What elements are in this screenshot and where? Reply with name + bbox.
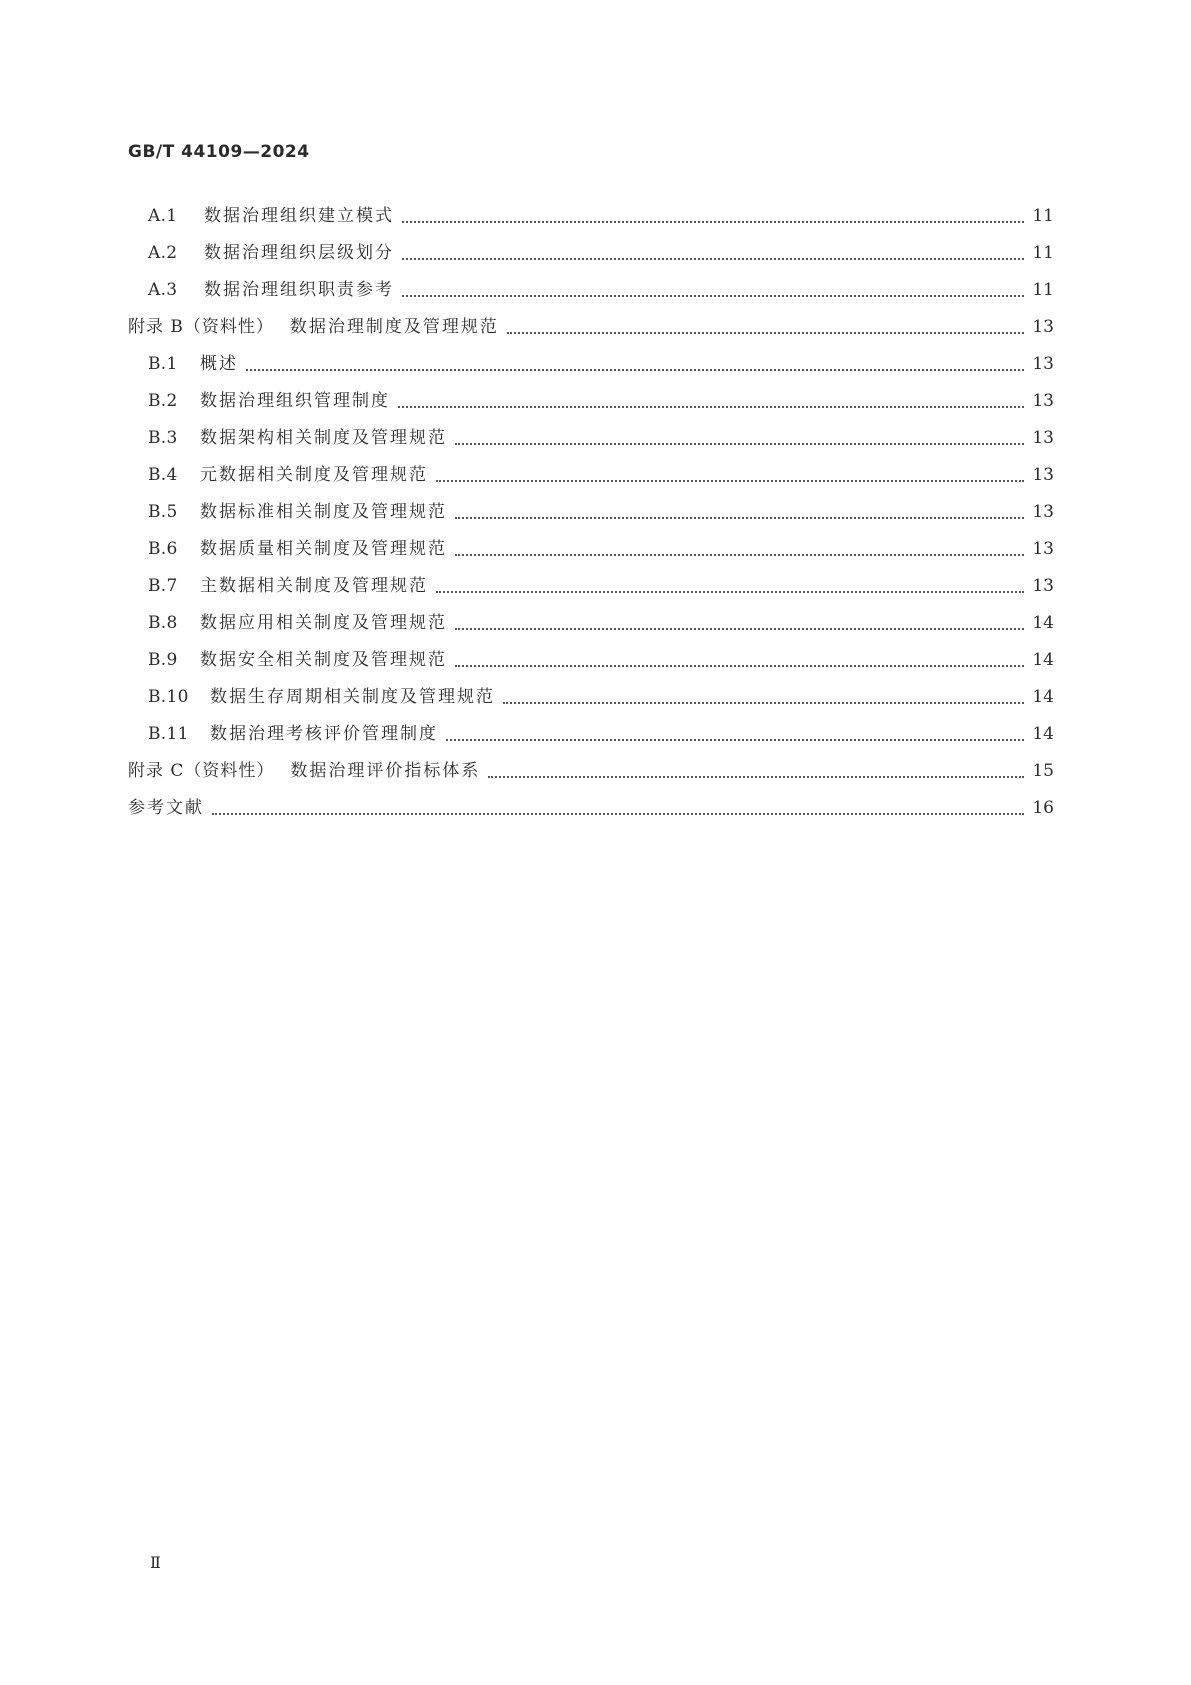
toc-entry-title: 数据治理组织管理制度 <box>200 391 390 411</box>
dot-leader <box>436 590 1024 593</box>
toc-page-number: 13 <box>1032 428 1054 448</box>
dot-leader <box>455 664 1024 667</box>
dot-leader <box>436 479 1024 482</box>
toc-entry[interactable] <box>128 638 1054 675</box>
toc-entry-number: B.5 <box>148 502 178 522</box>
toc-page-number: 13 <box>1032 317 1054 337</box>
toc-entry-title: 数据治理组织建立模式 <box>204 206 394 226</box>
toc-page-number: 14 <box>1032 724 1054 744</box>
footer-page-number: Ⅱ <box>150 1553 161 1572</box>
toc-page-number: 14 <box>1032 613 1054 633</box>
dot-leader <box>402 294 1024 297</box>
toc-entry[interactable] <box>128 379 1054 416</box>
toc-entry[interactable] <box>128 712 1054 749</box>
toc-page-number: 11 <box>1032 280 1054 300</box>
dot-leader <box>503 701 1024 704</box>
toc-page-number: 11 <box>1032 243 1054 263</box>
toc-entry-title: 数据治理组织层级划分 <box>204 243 394 263</box>
toc-page-number: 16 <box>1032 798 1054 818</box>
toc-entry-number: B.4 <box>148 465 178 485</box>
toc-entry-title: 数据应用相关制度及管理规范 <box>200 613 447 633</box>
toc-entry-title: 数据治理评价指标体系 <box>290 761 481 781</box>
dot-leader <box>402 220 1024 223</box>
dot-leader <box>455 442 1024 445</box>
toc-entry-title: 数据治理制度及管理规范 <box>289 317 499 337</box>
toc-entry[interactable] <box>128 342 1054 379</box>
toc-entry[interactable] <box>128 786 1054 823</box>
toc-entry-title: 数据架构相关制度及管理规范 <box>200 428 447 448</box>
toc-entry-title: 数据质量相关制度及管理规范 <box>200 539 447 559</box>
toc-page-number: 14 <box>1032 687 1054 707</box>
toc-entry-number: B.9 <box>148 650 178 670</box>
toc-entry-number: B.6 <box>148 539 178 559</box>
toc-entry-number: A.1 <box>148 206 178 226</box>
dot-leader <box>446 738 1024 741</box>
toc-entry-title: 数据标准相关制度及管理规范 <box>200 502 447 522</box>
dot-leader <box>402 257 1024 260</box>
dot-leader <box>455 553 1024 556</box>
dot-leader <box>246 368 1024 371</box>
toc-entry-number: B.2 <box>148 391 178 411</box>
dot-leader <box>507 331 1024 334</box>
toc-entry-title: 数据治理考核评价管理制度 <box>210 724 438 744</box>
toc-page-number: 15 <box>1032 761 1054 781</box>
toc-entry[interactable] <box>128 305 1054 342</box>
dot-leader <box>212 812 1024 815</box>
toc-entry-title: 数据治理组织职责参考 <box>204 280 394 300</box>
dot-leader <box>398 405 1024 408</box>
toc-page-number: 13 <box>1032 391 1054 411</box>
toc-entry[interactable] <box>128 490 1054 527</box>
toc-entry-title: 概述 <box>200 354 238 374</box>
dot-leader <box>488 775 1024 778</box>
toc-entry-number: A.3 <box>148 280 178 300</box>
toc-entry-number: B.3 <box>148 428 178 448</box>
dot-leader <box>455 516 1024 519</box>
toc-page-number: 13 <box>1032 354 1054 374</box>
table-of-contents <box>128 194 1054 823</box>
toc-entry[interactable] <box>128 194 1054 231</box>
toc-page-number: 13 <box>1032 465 1054 485</box>
toc-page-number: 11 <box>1032 206 1054 226</box>
toc-entry[interactable] <box>128 675 1054 712</box>
toc-entry-title: 主数据相关制度及管理规范 <box>200 576 428 596</box>
toc-entry-number: B.7 <box>148 576 178 596</box>
toc-entry[interactable] <box>128 268 1054 305</box>
toc-entry-number: B.1 <box>148 354 178 374</box>
dot-leader <box>455 627 1024 630</box>
toc-annex-label: 附录 B（资料性） <box>128 317 274 337</box>
toc-entry-title: 参考文献 <box>128 798 204 818</box>
toc-entry[interactable] <box>128 453 1054 490</box>
toc-entry[interactable] <box>128 527 1054 564</box>
toc-entry-title: 数据安全相关制度及管理规范 <box>200 650 447 670</box>
toc-page-number: 14 <box>1032 650 1054 670</box>
toc-page-number: 13 <box>1032 502 1054 522</box>
toc-entry[interactable] <box>128 564 1054 601</box>
standard-code: GB/T 44109—2024 <box>128 142 310 162</box>
toc-annex-label: 附录 C（资料性） <box>128 761 275 781</box>
toc-entry[interactable] <box>128 749 1054 786</box>
toc-entry[interactable] <box>128 231 1054 268</box>
toc-entry-title: 数据生存周期相关制度及管理规范 <box>210 687 495 707</box>
toc-entry-title: 元数据相关制度及管理规范 <box>200 465 428 485</box>
toc-entry[interactable] <box>128 416 1054 453</box>
toc-entry-number: A.2 <box>148 243 178 263</box>
toc-entry[interactable] <box>128 601 1054 638</box>
toc-page-number: 13 <box>1032 539 1054 559</box>
toc-entry-number: B.10 <box>148 687 189 707</box>
toc-entry-number: B.11 <box>148 724 189 744</box>
toc-entry-number: B.8 <box>148 613 178 633</box>
toc-page-number: 13 <box>1032 576 1054 596</box>
